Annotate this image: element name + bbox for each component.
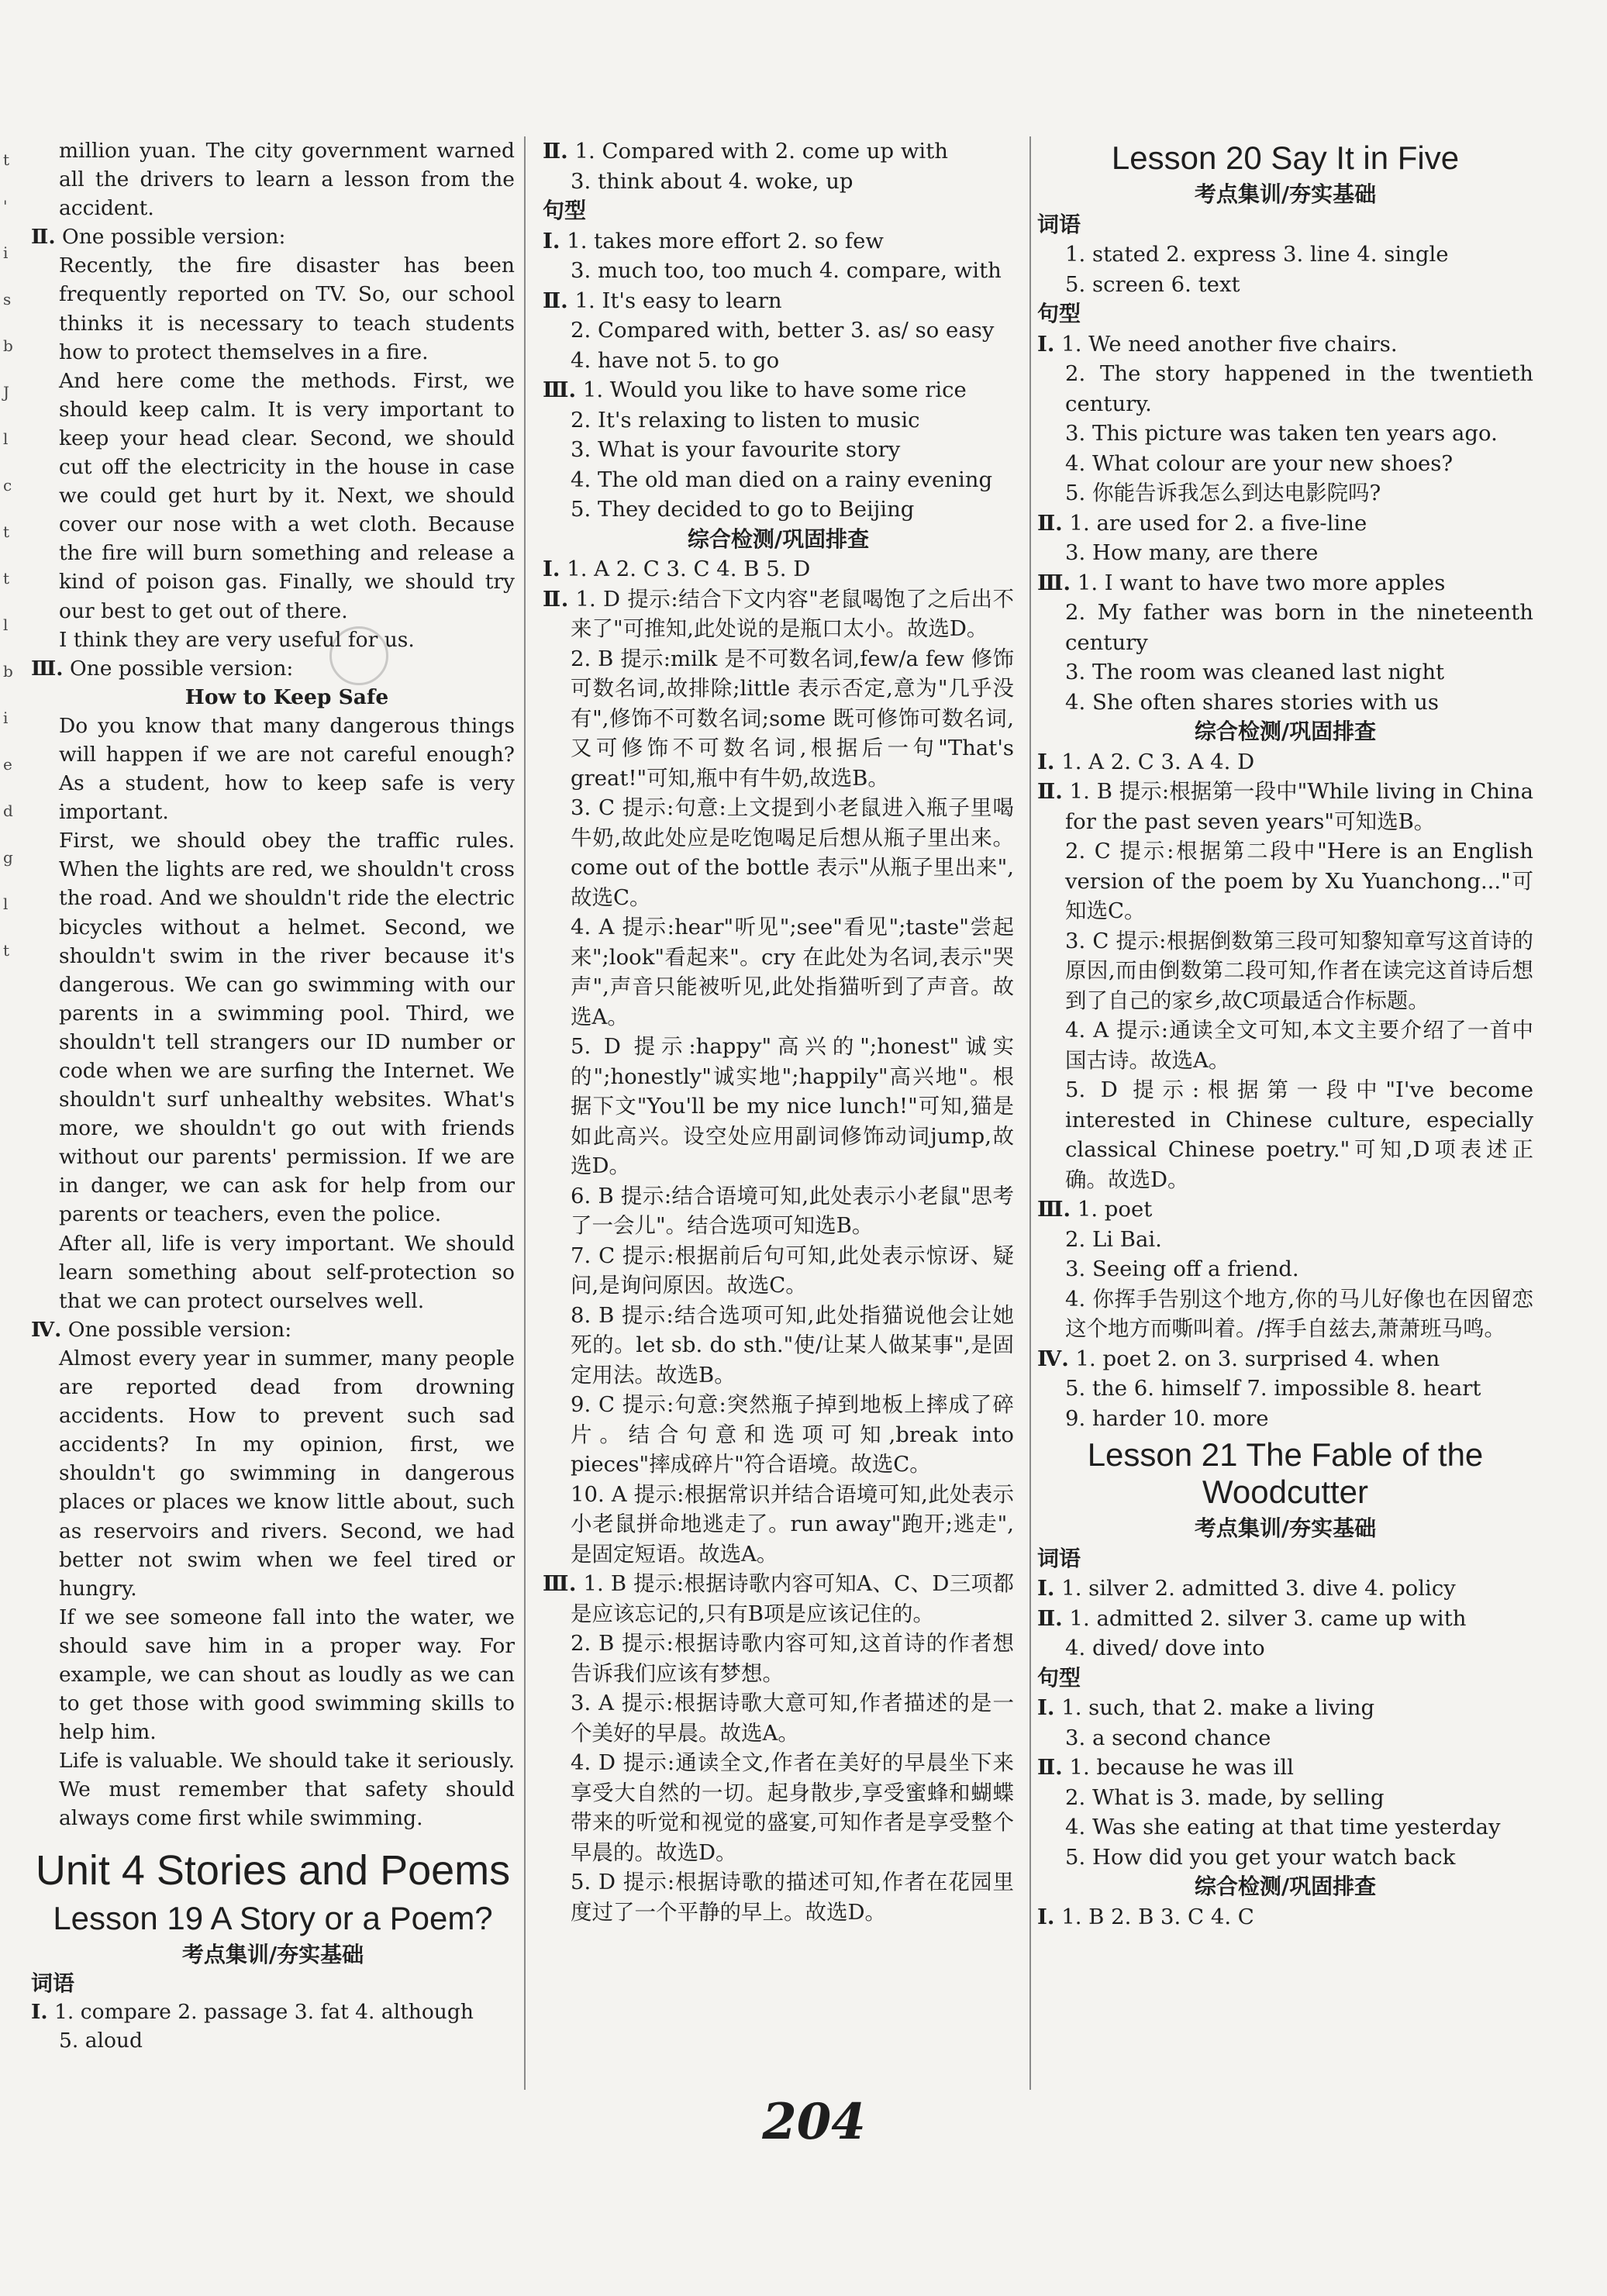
answer-explanation: 4. D 提示:通读全文,作者在美好的早晨坐下来享受大自然的一切。起身散步,享受蜜蜂和蝴蝶带来的听觉和视觉的盛宴,可知作者是享受整个早晨的。故选D。 <box>571 1750 1014 1865</box>
section-subheading: 综合检测/巩固排查 <box>1194 1874 1377 1899</box>
section-label: 词语 <box>31 1970 75 1996</box>
answer-explanation: 4. A 提示:hear"听见";see"看见";taste"尝起来";look"看起来"。cry 在此处为名词,表示"哭声",声音只能被听见,此处指猫听到了声音。故选A。 <box>571 915 1014 1029</box>
answer-line: 1. stated 2. express 3. line 4. single <box>1065 242 1449 267</box>
column-2 <box>543 136 1014 1927</box>
answer-line: 5. screen 6. text <box>1065 271 1240 297</box>
answer-line: Ⅰ. 1. B 2. B 3. C 4. C <box>1037 1904 1254 1929</box>
edge-fragment: l <box>3 615 9 634</box>
answer-line: 4. She often shares stories with us <box>1065 689 1440 715</box>
answer-explanation: 9. C 提示:句意:突然瓶子掉到地板上摔成了碎片。结合句意和选项可知,break into pieces"摔成碎片"符合语境。故选C。 <box>571 1392 1014 1477</box>
answer-line: 2. The story happened in the twentieth century. <box>1065 361 1533 416</box>
answer-line: Ⅲ. 1. poet <box>1037 1197 1153 1222</box>
answer-paragraph: million yuan. The city government warned all the drivers to learn a lesson from the accident. <box>59 139 515 221</box>
answer-line: 2. It's relaxing to listen to music <box>571 407 920 433</box>
answer-line: 4. What colour are your new shoes? <box>1065 450 1454 476</box>
answer-line: 2. My father was born in the nineteenth century <box>1065 600 1533 655</box>
answer-explanation: 8. B 提示:结合选项可知,此处指猫说他会让她死的。let sb. do sth."使/让某人做某事",是固定用法。故选B。 <box>571 1302 1014 1388</box>
answer-line: Ⅰ. 1. such, that 2. make a living <box>1037 1695 1375 1720</box>
section-intro: Ⅲ. One possible version: <box>31 656 294 681</box>
unit-title: Unit 4 Stories and Poems <box>35 1846 511 1894</box>
section-subheading: 综合检测/巩固排查 <box>687 526 870 552</box>
essay-title: How to Keep Safe <box>184 684 389 709</box>
left-edge-fragments <box>3 136 19 974</box>
essay-paragraph: Almost every year in summer, many people are reported dead from drowning accidents. How to prevent such sad accidents? In my opinion, first, we shouldn't go swimming in dangerous places or places we know little about, such as reservoirs and rivers. Second, we had better not swim when we feel tired or hungry. <box>59 1346 515 1601</box>
answer-explanation: 10. A 提示:根据常识并结合语境可知,此处表示小老鼠拼命地逃走了。run away"跑开;逃走",是固定短语。故选A。 <box>571 1481 1014 1567</box>
section-intro: Ⅱ. One possible version: <box>31 225 286 250</box>
column-divider <box>1029 136 1031 2090</box>
page-number: 204 <box>762 2093 866 2151</box>
answer-line: 3. a second chance <box>1065 1725 1271 1750</box>
section-subheading: 考点集训/夯实基础 <box>181 1941 364 1967</box>
column-1 <box>31 136 515 2055</box>
answer-line: 3. What is your favourite story <box>571 437 901 462</box>
answer-line: Ⅰ. 1. A 2. C 3. C 4. B 5. D <box>543 557 811 581</box>
answer-line: Ⅰ. 1. A 2. C 3. A 4. D <box>1037 749 1255 774</box>
answer-explanation: 5. D 提示:happy"高兴的";honest"诚实的";honestly"诚实地";happily"高兴地"。根据下文"You'll be my nice lunch!"可知,猫是如此高兴。设空处应用副词修饰动词jump,故选D。 <box>571 1034 1014 1178</box>
essay-paragraph: Life is valuable. We should take it seriously. We must remember that safety should always come first while swimming. <box>59 1749 515 1831</box>
edge-fragment: d <box>3 802 13 820</box>
answer-line: Ⅱ. 1. It's easy to learn <box>543 288 782 313</box>
answer-line: Ⅰ. 1. takes more effort 2. so few <box>543 228 884 253</box>
edge-fragment: J <box>3 383 10 402</box>
answer-explanation: 4. A 提示:通读全文可知,本文主要介绍了一首中国古诗。故选A。 <box>1065 1018 1533 1073</box>
answer-line: Ⅰ. 1. silver 2. admitted 3. dive 4. policy <box>1037 1576 1456 1601</box>
edge-fragment: s <box>3 290 12 309</box>
answer-line: 2. What is 3. made, by selling <box>1065 1784 1385 1810</box>
essay-paragraph: First, we should obey the traffic rules. When the lights are red, we shouldn't cross the road. And we shouldn't ride the electric bicycles without a helmet. Second, we shouldn't swim in the river because it's dangerous. We can go swimming with our parents in a swimming pool. Third, we shouldn't tell strangers our ID number or code when we are surfing the Internet. We shouldn't surf unhealthy websites. What's more, we shouldn't go out with friends without our parents' permission. If we are in danger, we can ask for help from our parents or teachers, even the police. <box>59 829 515 1227</box>
answer-explanation: 2. B 提示:根据诗歌内容可知,这首诗的作者想告诉我们应该有梦想。 <box>571 1631 1014 1686</box>
answer-explanation: 2. C 提示:根据第二段中"Here is an English version of the poem by Xu Yuanchong..."可知选C。 <box>1065 839 1533 923</box>
answer-explanation: 3. C 提示:根据倒数第三段可知黎知章写这首诗的原因,而由倒数第二段可知,作者在读完这首诗后想到了自己的家乡,故C项最适合作标题。 <box>1065 928 1533 1013</box>
answer-line: 4. The old man died on a rainy evening <box>571 467 993 492</box>
edge-fragment: t <box>3 941 10 960</box>
answer-line: Ⅱ. 1. because he was ill <box>1037 1755 1294 1780</box>
edge-fragment: l <box>3 429 9 448</box>
edge-fragment: i <box>3 243 9 262</box>
answer-explanation: 2. B 提示:milk 是不可数名词,few/a few 修饰可数名词,故排除;little 表示否定,意为"几乎没有",修饰不可数名词;some 既可修饰可数名词,又可修饰不可数名词,根据后一句"That's great!"可知,瓶中有牛奶,故选B。 <box>571 646 1014 791</box>
edge-fragment: b <box>3 336 13 355</box>
answer-explanation: 3. C 提示:句意:上文提到小老鼠进入瓶子里喝牛奶,故此处应是吃饱喝足后想从瓶子里出来。come out of the bottle 表示"从瓶子里出来",故选C。 <box>571 795 1014 910</box>
answer-explanation: Ⅱ. 1. D 提示:结合下文内容"老鼠喝饱了之后出不来了"可推知,此处说的是瓶口太小。故选D。 <box>543 586 1014 641</box>
answer-explanation: Ⅲ. 1. B 提示:根据诗歌内容可知A、C、D三项都是应该忘记的,只有B项是应该记住的。 <box>543 1571 1014 1626</box>
answer-explanation: 6. B 提示:结合语境可知,此处表示小老鼠"思考了一会儿"。结合选项可知选B。 <box>571 1183 1014 1238</box>
answer-line: 5. They decided to go to Beijing <box>571 497 915 522</box>
edge-fragment: t <box>3 150 10 169</box>
answer-line: 3. This picture was taken ten years ago. <box>1065 421 1498 446</box>
answer-line: 5. 你能告诉我怎么到达电影院吗? <box>1065 481 1381 505</box>
answer-explanation: Ⅱ. 1. B 提示:根据第一段中"While living in China for the past seven years"可知选B。 <box>1037 779 1533 834</box>
section-label: 句型 <box>543 198 587 223</box>
answer-line: Ⅲ. 1. I want to have two more apples <box>1037 570 1446 595</box>
section-subheading: 考点集训/夯实基础 <box>1194 1515 1377 1541</box>
answer-line: Ⅰ. 1. compare 2. passage 3. fat 4. although <box>31 1999 474 2024</box>
answer-line: Ⅰ. 1. We need another five chairs. <box>1037 331 1398 357</box>
answer-line: 4. have not 5. to go <box>571 347 780 373</box>
section-label: 句型 <box>1037 1664 1081 1691</box>
answer-line: Ⅱ. 1. admitted 2. silver 3. came up with <box>1037 1605 1467 1631</box>
answer-line: 5. How did you get your watch back <box>1065 1844 1456 1870</box>
answer-line: 9. harder 10. more <box>1065 1405 1269 1431</box>
answer-line: 3. How many, are there <box>1065 540 1319 565</box>
edge-fragment: l <box>3 895 9 913</box>
essay-paragraph: And here come the methods. First, we should keep calm. It is very important to keep your head clear. Second, we should cut off the electricity in the house in case we could get hurt by it. Next, we should cover our nose with a wet cloth. Because the fire will burn something and release a kind of poison gas. Finally, we should try our best to get out of there. <box>59 368 515 623</box>
answer-line: Ⅱ. 1. are used for 2. a five-line <box>1037 510 1367 536</box>
answer-explanation: 5. D 提示:根据诗歌的描述可知,作者在花园里度过了一个平静的早上。故选D。 <box>571 1870 1014 1925</box>
column-3 <box>1037 136 1533 1932</box>
answer-line: 3. think about 4. woke, up <box>571 168 854 194</box>
answer-line: 3. The room was cleaned last night <box>1065 660 1445 684</box>
section-subheading: 考点集训/夯实基础 <box>1194 181 1377 207</box>
answer-line: Ⅲ. 1. Would you like to have some rice <box>543 377 967 402</box>
section-label: 词语 <box>1037 211 1081 237</box>
section-subheading: 综合检测/巩固排查 <box>1194 719 1377 744</box>
answer-line: 2. Li Bai. <box>1065 1226 1162 1252</box>
answer-line: 2. Compared with, better 3. as/ so easy <box>571 318 995 343</box>
answer-line: 3. much too, too much 4. compare, with <box>571 258 1002 283</box>
answer-explanation: 7. C 提示:根据前后句可知,此处表示惊讶、疑问,是询问原因。故选C。 <box>571 1243 1014 1298</box>
essay-paragraph: If we see someone fall into the water, we should save him in a proper way. For example, we can shout as loudly as we can to get those with good swimming skills to help him. <box>59 1605 515 1745</box>
answer-explanation: 4. 你挥手告别这个地方,你的马儿好像也在因留恋这个地方而嘶叫着。/挥手自兹去,萧萧班马鸣。 <box>1065 1286 1533 1341</box>
answer-line: 5. the 6. himself 7. impossible 8. heart <box>1065 1376 1481 1401</box>
answer-line: 5. aloud <box>59 2028 143 2053</box>
section-label: 词语 <box>1037 1545 1081 1571</box>
lesson-title: Lesson 21 The Fable of the Woodcutter <box>1087 1436 1484 1510</box>
essay-paragraph: I think they are very useful for us. <box>59 627 415 652</box>
edge-fragment: b <box>3 662 13 681</box>
answer-explanation: 3. A 提示:根据诗歌大意可知,作者描述的是一个美好的早晨。故选A。 <box>571 1691 1014 1746</box>
lesson-title: Lesson 20 Say It in Five <box>1111 140 1460 176</box>
lesson-title: Lesson 19 A Story or a Poem? <box>53 1899 493 1936</box>
section-intro: Ⅳ. One possible version: <box>31 1317 292 1342</box>
edge-fragment: ' <box>3 197 8 215</box>
answer-line: Ⅳ. 1. poet 2. on 3. surprised 4. when <box>1037 1346 1440 1371</box>
answer-line: 4. Was she eating at that time yesterday <box>1065 1815 1501 1839</box>
answer-explanation: 5. D 提示:根据第一段中"I've become interested in Chinese culture, especially classical Chinese poetry."可知,D项表述正确。故选D。 <box>1065 1077 1533 1192</box>
column-divider <box>524 136 526 2090</box>
edge-fragment: t <box>3 569 10 588</box>
edge-fragment: i <box>3 708 9 727</box>
answer-line: 4. dived/ dove into <box>1065 1636 1265 1660</box>
edge-fragment: g <box>3 848 13 867</box>
edge-fragment: c <box>3 476 12 495</box>
essay-paragraph: Do you know that many dangerous things will happen if we are not careful enough? As a student, how to keep safe is very important. <box>59 713 515 825</box>
edge-fragment: e <box>3 755 12 774</box>
answer-line: Ⅱ. 1. Compared with 2. come up with <box>543 139 948 164</box>
essay-paragraph: Recently, the fire disaster has been frequently reported on TV. So, our school thinks it is necessary to teach students how to protect themselves in a fire. <box>59 253 515 364</box>
edge-fragment: t <box>3 522 10 541</box>
section-label: 句型 <box>1037 301 1081 326</box>
essay-paragraph: After all, life is very important. We should learn something about self-protection so that we can protect ourselves well. <box>59 1231 515 1313</box>
answer-line: 3. Seeing off a friend. <box>1065 1257 1299 1281</box>
